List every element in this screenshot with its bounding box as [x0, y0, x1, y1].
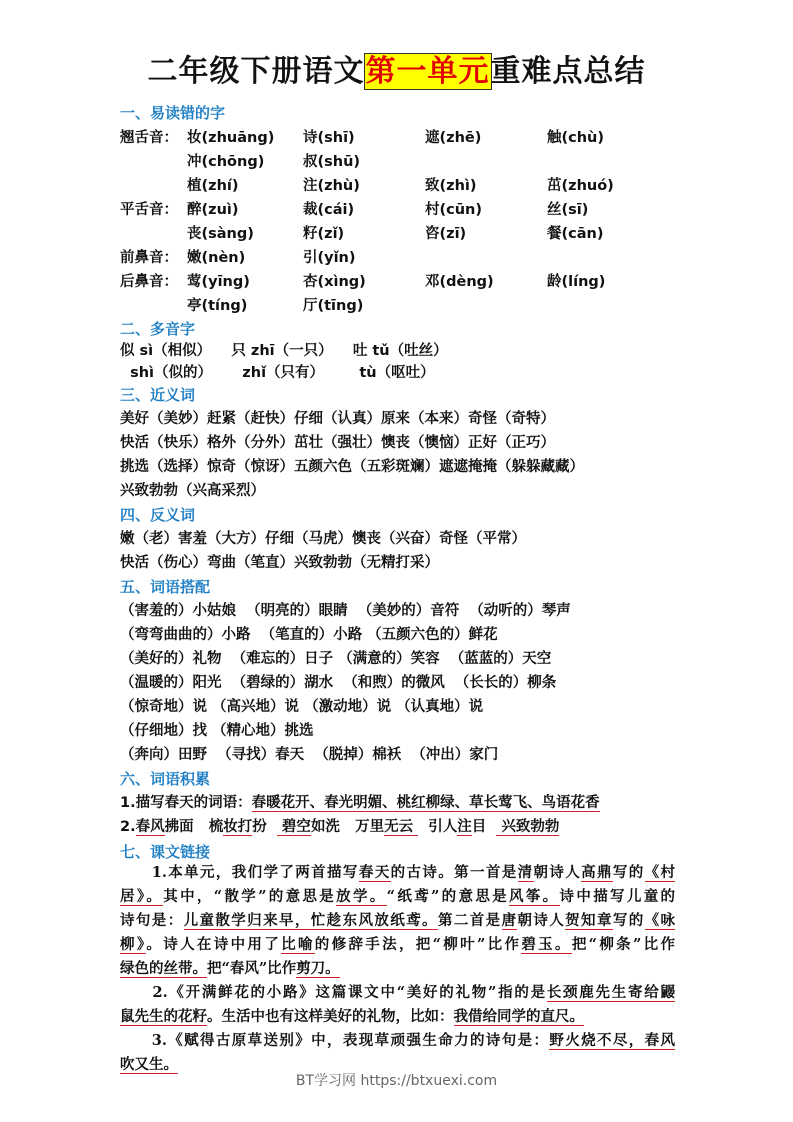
text-line: 美好（美妙）赶紧（赶快）仔细（认真）原来（本来）奇怪（奇特）	[120, 411, 555, 427]
row-label: 后鼻音：	[120, 274, 178, 290]
text-line: 快活（伤心）弯曲（笔直）兴致勃勃（无精打采）	[120, 555, 439, 571]
text-line: 兴致勃勃（兴高采烈）	[120, 483, 265, 499]
underlined-answer: 贺知章	[565, 912, 613, 929]
underlined-answer: 碧空	[276, 819, 311, 835]
underlined-answer: 妆打	[223, 819, 253, 835]
underlined-answer: 长颈鹿先生寄给鼹	[546, 984, 675, 1001]
section-heading: 七、课文链接	[120, 843, 211, 861]
underlined-answer: 柳》	[120, 936, 147, 953]
pinyin-entry: 餐(cān)	[547, 226, 604, 242]
text-segment: 第二首是	[437, 912, 502, 929]
paragraph-line	[120, 982, 675, 1004]
pinyin-entry: 遮(zhē)	[425, 130, 482, 146]
text-segment: 引人	[418, 819, 458, 835]
paragraph-line	[120, 862, 675, 884]
pinyin-entry: 龄(líng)	[547, 274, 606, 290]
text-line: （害羞的）小姑娘 （明亮的）眼睛 （美妙的）音符 （动听的）琴声	[120, 603, 571, 619]
paragraph-line	[120, 934, 675, 956]
text-line	[120, 792, 600, 814]
underlined-answer: 春风	[135, 819, 165, 835]
pinyin-entry: 厅(tīng)	[303, 298, 364, 314]
pinyin-entry: 丝(sī)	[547, 202, 589, 218]
pinyin-entry: 村(cūn)	[425, 202, 482, 218]
text-line: （弯弯曲曲的）小路 （笔直的）小路 （五颜六色的）鲜花	[120, 627, 498, 643]
pinyin-entry: 致(zhì)	[425, 178, 477, 194]
text-line: 快活（快乐）格外（分外）茁壮（强壮）懊丧（懊恼）正好（正巧）	[120, 435, 555, 451]
pinyin-entry: 诗(shī)	[303, 130, 355, 146]
pinyin-entry: 邓(dèng)	[425, 274, 494, 290]
underlined-answer: 唐	[501, 912, 518, 929]
section-heading: 一、易读错的字	[120, 104, 226, 122]
underlined-answer: 清	[517, 864, 534, 881]
pinyin-entry: 嫩(nèn)	[187, 250, 246, 266]
title-highlight: 第一单元	[365, 54, 490, 89]
underlined-answer: 我借给同学的直尺。	[453, 1008, 584, 1025]
paragraph-line	[120, 910, 675, 932]
text-segment: 把“春风”比作	[207, 960, 297, 977]
text-segment: 。生活中也有这样美好的礼物，比如：	[207, 1008, 454, 1025]
pinyin-entry: 杏(xìng)	[303, 274, 366, 290]
title-after: 重难点总结	[490, 54, 646, 89]
text-segment: 扮	[252, 819, 277, 835]
underlined-answer: 绿色的丝带。	[120, 960, 207, 977]
underlined-answer: 剪刀。	[296, 960, 340, 977]
pinyin-entry: 植(zhí)	[187, 178, 239, 194]
text-segment: 的古诗。第一首是	[390, 864, 518, 881]
underlined-answer: 春暖花开、春光明媚、桃红柳绿、草长莺飞、鸟语花香	[251, 795, 600, 811]
pinyin-entry: 丧(sàng)	[187, 226, 254, 242]
pinyin-entry: 莺(yīng)	[187, 274, 250, 290]
text-segment: 的修辞手法，把“柳叶”比作	[314, 936, 522, 953]
underlined-answer: 兴致勃勃	[496, 819, 560, 835]
pinyin-entry: 引(yǐn)	[303, 250, 356, 266]
title-before: 二年级下册语文	[147, 54, 365, 89]
text-segment: 拂面 梳	[164, 819, 224, 835]
underlined-answer: 吹又生。	[120, 1056, 178, 1073]
row-label: 平舌音：	[120, 202, 178, 218]
pinyin-entry: 注(zhù)	[303, 178, 360, 194]
text-line: （仔细地）找 （精心地）挑选	[120, 723, 314, 739]
pinyin-entry: 咨(zī)	[425, 226, 467, 242]
text-line: 似 sì（相似） 只 zhī（一只） 吐 tǔ（吐丝）	[120, 343, 448, 359]
paragraph-line	[120, 1030, 675, 1052]
text-segment: 目	[471, 819, 497, 835]
underlined-answer: 《咏	[644, 912, 676, 929]
text-line: （奔向）田野 （寻找）春天 （脱掉）棉袄 （冲出）家门	[120, 747, 499, 763]
section-heading: 五、词语搭配	[120, 578, 211, 596]
pinyin-entry: 亭(tíng)	[187, 298, 248, 314]
underlined-answer: 注	[457, 819, 472, 835]
underlined-answer: 居》。	[120, 888, 164, 905]
text-line: （美好的）礼物 （难忘的）日子 （满意的）笑容 （蓝蓝的）天空	[120, 651, 552, 667]
text-segment: 诗中描写儿童的	[559, 888, 676, 905]
underlined-answer: 风筝。	[509, 888, 560, 905]
underlined-answer: 碧玉。	[521, 936, 572, 953]
underlined-answer: 比喻	[281, 936, 315, 953]
text-segment: 如洗 万里	[310, 819, 385, 835]
text-segment: 1.本单元，我们学了两首描写	[120, 864, 359, 881]
text-line: 嫩（老）害羞（大方）仔细（马虎）懊丧（兴奋）奇怪（平常）	[120, 531, 526, 547]
pinyin-entry: 叔(shū)	[303, 154, 361, 170]
text-segment: 写的	[612, 912, 645, 929]
row-label: 翘舌音：	[120, 130, 178, 146]
text-segment: 朝诗人	[517, 912, 566, 929]
text-segment: 诗句是：	[120, 912, 184, 929]
text-segment: 把“柳条”比作	[571, 936, 676, 953]
text-line	[120, 816, 559, 838]
text-line: （温暖的）阳光 （碧绿的）湖水 （和煦）的微风 （长长的）柳条	[120, 675, 557, 691]
text-line: shì（似的） zhǐ（只有） tù（呕吐）	[120, 364, 435, 381]
underlined-answer: 春天	[358, 864, 391, 881]
pinyin-entry: 籽(zǐ)	[303, 226, 345, 242]
text-segment: 1.描写春天的词语：	[120, 795, 252, 811]
underlined-answer: 放学。	[336, 888, 387, 905]
underlined-answer: 野火烧不尽，春风	[549, 1032, 676, 1049]
underlined-answer: 无云	[384, 819, 419, 835]
pinyin-entry: 茁(zhuó)	[547, 178, 614, 194]
paragraph-line	[120, 958, 675, 980]
text-segment: 写的	[612, 864, 645, 881]
underlined-answer: 《村	[644, 864, 676, 881]
pinyin-entry: 冲(chōng)	[187, 154, 265, 170]
section-heading: 三、近义词	[120, 386, 196, 404]
text-segment: 朝诗人	[533, 864, 582, 881]
section-heading: 四、反义词	[120, 506, 196, 524]
section-heading: 六、词语积累	[120, 770, 211, 788]
text-segment: 2.《开满鲜花的小路》这篇课文中“美好的礼物”指的是	[120, 984, 547, 1001]
pinyin-entry: 裁(cái)	[303, 202, 355, 218]
text-segment: “纸鸢”的意思是	[386, 888, 510, 905]
underlined-answer: 鼠先生的花籽	[120, 1008, 207, 1025]
text-segment: 其中，“散学”的意思是	[163, 888, 337, 905]
footer-watermark: BT学习网 https://btxuexi.com	[295, 1073, 498, 1089]
text-line: （惊奇地）说 （高兴地）说 （激动地）说 （认真地）说	[120, 699, 484, 715]
pinyin-entry: 醉(zuì)	[187, 202, 239, 218]
text-line: 挑选（选择）惊奇（惊讶）五颜六色（五彩斑斓）遮遮掩掩（躲躲藏藏）	[120, 459, 584, 475]
paragraph-line	[120, 886, 675, 908]
paragraph-line	[120, 1006, 675, 1028]
pinyin-entry: 妆(zhuāng)	[187, 130, 275, 146]
text-segment: 3.《赋得古原草送别》中，表现草顽强生命力的诗句是：	[120, 1032, 550, 1049]
underlined-answer: 高鼎	[581, 864, 613, 881]
pinyin-entry: 触(chù)	[547, 130, 604, 146]
text-segment: 。诗人在诗中用了	[146, 936, 282, 953]
underlined-answer: 儿童散学归来早，忙趁东风放纸鸢。	[183, 912, 438, 929]
row-label: 前鼻音：	[120, 250, 178, 266]
section-heading: 二、多音字	[120, 320, 196, 338]
text-segment: 2.	[120, 819, 136, 835]
page-title	[0, 50, 793, 94]
